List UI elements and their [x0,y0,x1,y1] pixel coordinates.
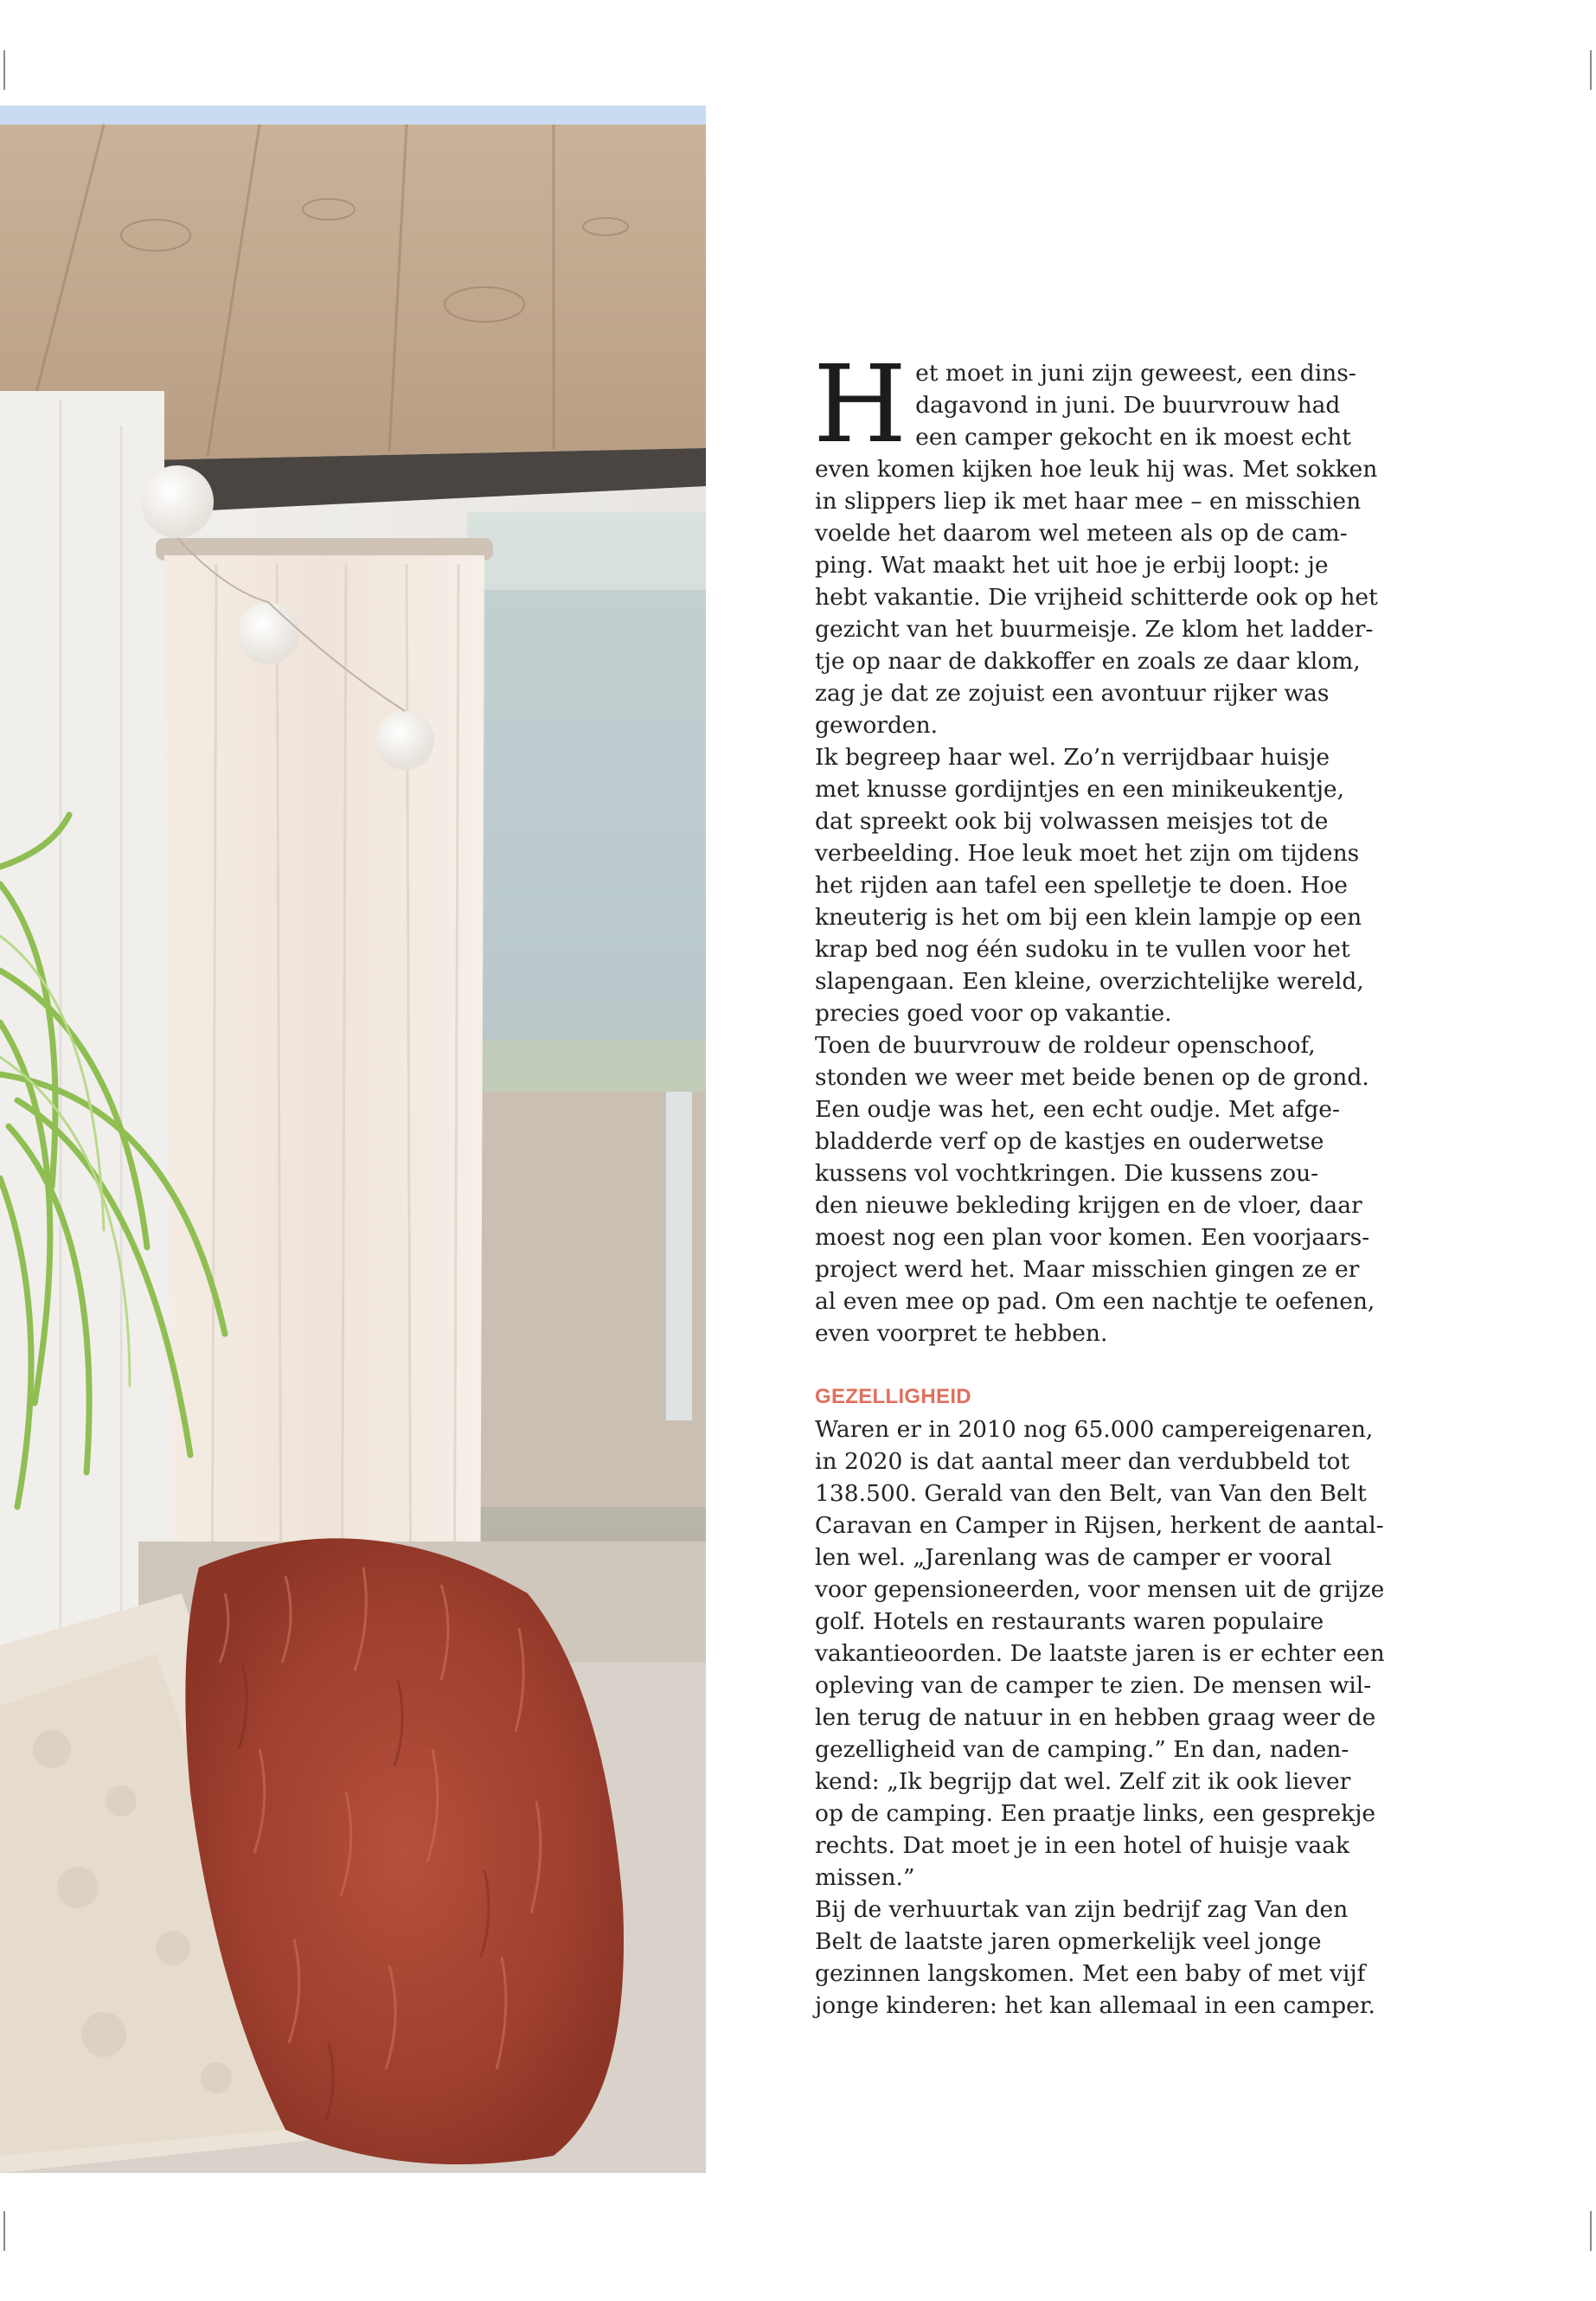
camper-interior-photo [0,106,706,2173]
paragraph-intro [813,343,1386,741]
paragraph-5: Bij de verhuurtak van zijn bedrijf zag Van den Belt de laatste jaren opmerkelijk veel jonge gezinnen langskomen. Met een baby of met vijf jonge kinderen: het kan allemaal in een camper. [815,1896,1375,2019]
paragraph-4: Waren er in 2010 nog 65.000 campereigenaren, in 2020 is dat aantal meer dan verdubbeld tot 138.500. Gerald van den Belt, van Van den Belt Caravan en Camper in Rijsen, herkent de aantal- len wel. „Jarenlang was de camper er vooral voor gepensioneerden, voor mensen uit de grijze golf. Hotels en restaurants waren populaire vakantieoorden. De laatste jaren is er echter een opleving van de camper te zien. De mensen wil- len terug de natuur in en hebben graag weer de gezelligheid van de camping.” En dan, naden- kend: „Ik begrijp dat wel. Zelf zit ik ook liever op de camping. Een praatje links, een gesprekje rechts. Dat moet je in een hotel of huisje vaak missen.” [815,1416,1385,1891]
crop-mark-top-left [3,50,5,90]
paragraph-3: Toen de buurvrouw de roldeur openschoof, stonden we weer met beide benen op de grond. Een oudje was het, een echt oudje. Met afge- bladderde verf op de kastjes en ouderwetse kussens vol vochtkringen. Die kussens zou- den nieuwe bekleding krijgen en de vloer, daar moest nog een plan voor komen. Een voorjaars- project werd het. Maar misschien gingen ze er al even mee op pad. Om een nachtje te oefenen, even voorpret te hebben. [815,1032,1375,1347]
paragraph-2: Ik begreep haar wel. Zo’n verrijdbaar huisje met knusse gordijntjes en een minikeukentje, dat spreekt ook bij volwassen meisjes tot de verbeelding. Hoe leuk moet het zijn om tijdens het rijden aan tafel een spelletje te doen. Hoe kneuterig is het om bij een klein lampje op een krap bed nog één sudoku in te vullen voor het slapengaan. Een kleine, overzichtelijke wereld, precies goed voor op vakantie. [815,744,1364,1027]
crop-mark-bottom-left [3,2211,5,2251]
section-subheading: GEZELLIGHEID [815,1385,971,1408]
paragraph-intro-text: et moet in juni zijn geweest, een dins- dagavond in juni. De buurvrouw had een camper gekocht en ik moest echt even komen kijken hoe leuk hij was. Met sokken in slippers liep ik met haar mee – en misschien voelde het daarom wel meteen als op de cam- ping. Wat maakt het uit hoe je erbij loopt: je hebt vakantie. Die vrijheid schitterde ook op het gezicht van het buurmeisje. Ze klom het ladder- tje op naar de dakkoffer en zoals ze daar klom, zag je dat ze zojuist een avontuur rijker was geworden. [815,360,1378,739]
drop-cap: H [813,343,907,467]
article-body [813,343,1386,2022]
crop-mark-top-right [1590,50,1592,90]
crop-mark-bottom-right [1590,2211,1592,2251]
